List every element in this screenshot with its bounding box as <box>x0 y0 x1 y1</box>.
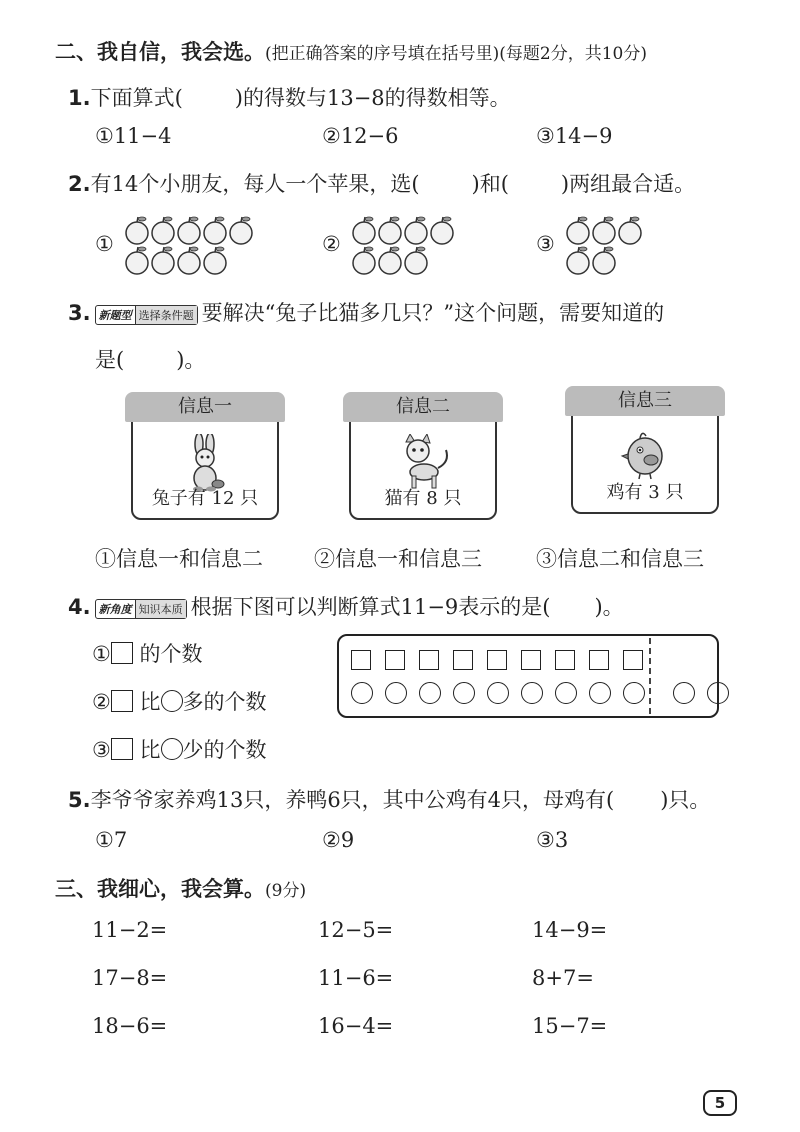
apple-icon <box>431 217 453 244</box>
square-mark <box>589 650 609 670</box>
q2-group-3-label: ③ <box>536 232 555 256</box>
apple-icon <box>152 217 174 244</box>
calc-problem: 17−8= <box>92 966 168 990</box>
option-text: 比 <box>139 690 161 714</box>
circle-mark <box>589 682 611 704</box>
info-card-3 <box>565 386 725 514</box>
apple-icon <box>405 217 427 244</box>
apple-icon <box>230 217 252 244</box>
option-text: 的个数 <box>139 642 203 666</box>
option-text: 多的个数 <box>182 690 267 714</box>
calc-problem: 12−5= <box>318 918 394 942</box>
circle-mark <box>555 682 577 704</box>
q1-option-3: ③14−9 <box>536 124 613 148</box>
circle-icon <box>161 738 183 760</box>
square-mark <box>453 650 473 670</box>
option-mark: ① <box>92 642 111 666</box>
q4-option-2 <box>92 686 267 716</box>
question-type-badge <box>95 599 187 619</box>
apple-icon <box>593 217 615 244</box>
square-icon <box>111 642 133 664</box>
apple-icon <box>619 217 641 244</box>
info-card-1 <box>125 392 285 520</box>
circle-mark <box>487 682 509 704</box>
option-mark: ③ <box>92 738 111 762</box>
apple-icon <box>567 217 589 244</box>
apple-icon <box>353 217 375 244</box>
question-text: )。 <box>594 595 624 619</box>
question-text: )只。 <box>660 788 711 812</box>
calc-problem: 14−9= <box>532 918 608 942</box>
circle-mark <box>623 682 645 704</box>
question-number: 4. <box>68 595 91 619</box>
question-text: )。 <box>176 348 206 372</box>
apple-icon <box>178 247 200 274</box>
circle-mark <box>453 682 475 704</box>
q3-option-3: ③信息二和信息三 <box>536 547 704 571</box>
apple-icon <box>379 247 401 274</box>
section-2-note: (把正确答案的序号填在括号里)(每题2分，共10分) <box>265 44 647 64</box>
square-mark <box>521 650 541 670</box>
card-caption: 兔子有 12 只 <box>151 488 259 509</box>
question-3 <box>68 297 664 327</box>
q5-option-2: ②9 <box>322 828 355 852</box>
option-text: 比 <box>139 738 161 762</box>
badge-main: 新角度 <box>98 602 132 616</box>
question-text: 李爷爷家养鸡13只，养鸭6只，其中公鸡有4只，母鸡有( <box>90 788 615 812</box>
question-number: 1. <box>68 86 91 110</box>
card-caption: 鸡有 3 只 <box>606 482 684 503</box>
circle-mark <box>385 682 407 704</box>
circle-mark <box>707 682 729 704</box>
circle-icon <box>161 690 183 712</box>
info-card-2 <box>343 392 503 520</box>
q3-option-2: ②信息一和信息三 <box>314 547 482 571</box>
apple-icon <box>204 247 226 274</box>
apple-icon <box>126 217 148 244</box>
apple-icon <box>567 247 589 274</box>
question-text: )两组最合适。 <box>560 172 696 196</box>
calc-problem: 16−4= <box>318 1014 394 1038</box>
square-mark <box>623 650 643 670</box>
badge-sub: 知识本质 <box>135 600 186 618</box>
card-caption: 猫有 8 只 <box>384 488 462 509</box>
section-3-note: (9分) <box>265 881 307 901</box>
question-text: 是( <box>95 348 125 372</box>
question-text: 要解决“兔子比猫多几只？”这个问题，需要知道的 <box>201 301 665 325</box>
circle-mark <box>673 682 695 704</box>
q5-option-3: ③3 <box>536 828 569 852</box>
square-row <box>351 650 643 670</box>
square-mark <box>419 650 439 670</box>
circle-mark <box>521 682 543 704</box>
question-3-line-2 <box>95 344 205 374</box>
question-4 <box>68 591 624 621</box>
section-2-title: 二、我自信，我会选。 <box>55 40 265 64</box>
square-mark <box>385 650 405 670</box>
apple-icon <box>593 247 615 274</box>
apple-icon <box>405 247 427 274</box>
apple-icon <box>178 217 200 244</box>
q2-group-2-label: ② <box>322 232 341 256</box>
circle-mark <box>419 682 441 704</box>
q4-option-1 <box>92 638 203 668</box>
circle-mark <box>351 682 373 704</box>
question-2 <box>68 168 695 198</box>
apple-icon <box>353 247 375 274</box>
q1-option-1: ①11−4 <box>95 124 172 148</box>
question-text: 有14个小朋友，每人一个苹果，选( <box>90 172 420 196</box>
question-text: 下面算式( <box>90 86 183 110</box>
q4-comparison-diagram <box>337 634 719 718</box>
card-title: 信息二 <box>343 392 503 422</box>
q1-option-2: ②12−6 <box>322 124 399 148</box>
section-2-heading <box>55 36 647 66</box>
card-title: 信息三 <box>565 386 725 416</box>
question-text: )和( <box>471 172 509 196</box>
square-mark <box>487 650 507 670</box>
question-text: )的得数与13−8的得数相等。 <box>234 86 511 110</box>
card-title: 信息一 <box>125 392 285 422</box>
apple-icon <box>379 217 401 244</box>
question-type-badge <box>95 305 198 325</box>
calc-problem: 11−6= <box>318 966 394 990</box>
q2-group-2-apples <box>351 214 461 276</box>
question-number: 3. <box>68 301 91 325</box>
calc-problem: 8+7= <box>532 966 594 990</box>
chick-icon <box>565 428 725 484</box>
square-icon <box>111 690 133 712</box>
calc-problem: 18−6= <box>92 1014 168 1038</box>
q2-group-1-label: ① <box>95 232 114 256</box>
question-5 <box>68 784 710 814</box>
question-number: 5. <box>68 788 91 812</box>
question-text: 根据下图可以判断算式11−9表示的是( <box>190 595 551 619</box>
square-mark <box>351 650 371 670</box>
option-text: 少的个数 <box>182 738 267 762</box>
apple-icon <box>152 247 174 274</box>
q2-group-3-apples <box>565 214 650 276</box>
section-3-heading <box>55 873 306 903</box>
calc-problem: 11−2= <box>92 918 168 942</box>
q2-group-1-apples <box>124 214 259 276</box>
circle-row <box>351 682 729 704</box>
apple-icon <box>204 217 226 244</box>
q3-option-1: ①信息一和信息二 <box>95 547 263 571</box>
page-number: 5 <box>703 1090 737 1116</box>
apple-icon <box>126 247 148 274</box>
q4-option-3 <box>92 734 267 764</box>
question-number: 2. <box>68 172 91 196</box>
calc-problem: 15−7= <box>532 1014 608 1038</box>
badge-main: 新题型 <box>98 308 132 322</box>
square-mark <box>555 650 575 670</box>
q5-option-1: ①7 <box>95 828 128 852</box>
option-mark: ② <box>92 690 111 714</box>
square-icon <box>111 738 133 760</box>
section-3-title: 三、我细心，我会算。 <box>55 877 265 901</box>
question-1 <box>68 82 511 112</box>
badge-sub: 选择条件题 <box>135 306 197 324</box>
